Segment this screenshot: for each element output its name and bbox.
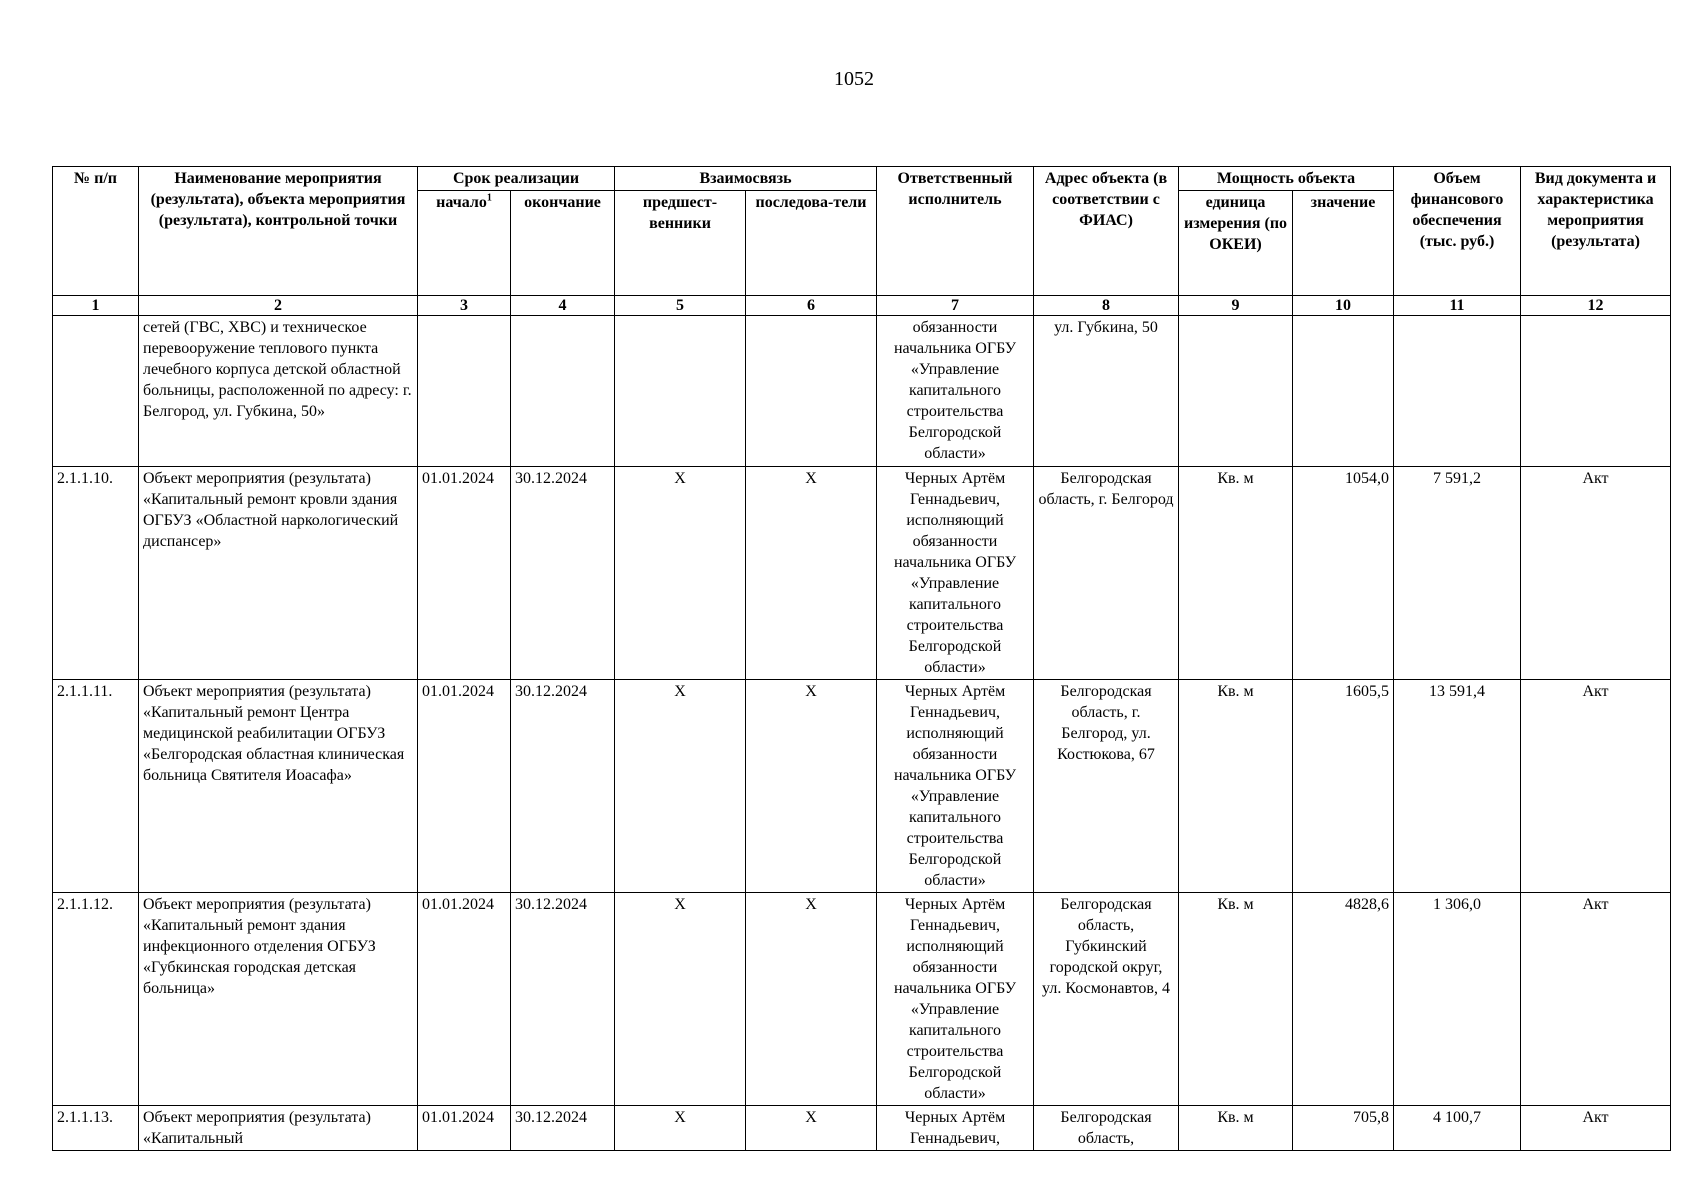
row-unit: Кв. м	[1179, 893, 1293, 1106]
footnote-marker: 1	[486, 192, 492, 204]
row-unit: Кв. м	[1179, 1106, 1293, 1151]
column-number: 6	[746, 296, 877, 316]
header-row-1	[53, 167, 1671, 191]
row-name: Объект мероприятия (результата) «Капитальный ремонт Центра медицинской реабилитации ОГБУЗ «Белгородская областная клиническая больница Святителя Иоасафа»	[139, 680, 418, 893]
row-value: 1054,0	[1293, 467, 1394, 680]
row-succ	[746, 316, 877, 467]
row-succ: Х	[746, 680, 877, 893]
header-num: № п/п	[53, 167, 139, 296]
row-value	[1293, 316, 1394, 467]
row-name: Объект мероприятия (результата) «Капитальный ремонт здания инфекционного отделения ОГБУЗ «Губкинская городская детская больница»	[139, 893, 418, 1106]
row-doc: Акт	[1521, 467, 1671, 680]
row-start: 01.01.2024	[418, 680, 511, 893]
row-num: 2.1.1.11.	[53, 680, 139, 893]
header-doc: Вид документа и характеристика мероприятия (результата)	[1521, 167, 1671, 296]
row-responsible: обязанности начальника ОГБУ «Управление капитального строительства Белгородской области»	[877, 316, 1034, 467]
row-finance: 4 100,7	[1394, 1106, 1521, 1151]
row-finance: 7 591,2	[1394, 467, 1521, 680]
column-number: 7	[877, 296, 1034, 316]
row-start: 01.01.2024	[418, 893, 511, 1106]
row-doc: Акт	[1521, 1106, 1671, 1151]
row-succ: Х	[746, 1106, 877, 1151]
row-num: 2.1.1.12.	[53, 893, 139, 1106]
row-start: 01.01.2024	[418, 467, 511, 680]
row-responsible: Черных Артём Геннадьевич, исполняющий обязанности начальника ОГБУ «Управление капитального строительства Белгородской области»	[877, 893, 1034, 1106]
row-name: Объект мероприятия (результата) «Капитальный ремонт кровли здания ОГБУЗ «Областной наркологический диспансер»	[139, 467, 418, 680]
row-pred: Х	[615, 893, 746, 1106]
header-predecessors: предшест-венники	[615, 191, 746, 296]
row-address: Белгородская область, Губкинский городской округ, ул. Космонавтов, 4	[1034, 893, 1179, 1106]
row-doc	[1521, 316, 1671, 467]
row-name: Объект мероприятия (результата) «Капитальный	[139, 1106, 418, 1151]
row-doc: Акт	[1521, 680, 1671, 893]
row-succ: Х	[746, 893, 877, 1106]
table-row	[53, 1106, 1671, 1151]
activity-plan-table	[52, 166, 1671, 1151]
row-unit: Кв. м	[1179, 467, 1293, 680]
column-number: 8	[1034, 296, 1179, 316]
row-num: 2.1.1.13.	[53, 1106, 139, 1151]
column-number: 9	[1179, 296, 1293, 316]
row-num	[53, 316, 139, 467]
page-number: 1052	[834, 68, 874, 90]
column-number: 3	[418, 296, 511, 316]
row-pred	[615, 316, 746, 467]
row-responsible: Черных Артём Геннадьевич, исполняющий обязанности начальника ОГБУ «Управление капитального строительства Белгородской области»	[877, 467, 1034, 680]
row-unit: Кв. м	[1179, 680, 1293, 893]
column-number: 5	[615, 296, 746, 316]
row-finance: 13 591,4	[1394, 680, 1521, 893]
header-successors: последова-тели	[746, 191, 877, 296]
row-value: 1605,5	[1293, 680, 1394, 893]
row-pred: Х	[615, 467, 746, 680]
row-value: 4828,6	[1293, 893, 1394, 1106]
row-end: 30.12.2024	[511, 893, 615, 1106]
header-value: значение	[1293, 191, 1394, 296]
row-responsible: Черных Артём Геннадьевич, исполняющий обязанности начальника ОГБУ «Управление капитального строительства Белгородской области»	[877, 680, 1034, 893]
header-end: окончание	[511, 191, 615, 296]
column-number: 10	[1293, 296, 1394, 316]
row-end: 30.12.2024	[511, 680, 615, 893]
table-row	[53, 467, 1671, 680]
row-start: 01.01.2024	[418, 1106, 511, 1151]
column-number: 1	[53, 296, 139, 316]
row-start	[418, 316, 511, 467]
row-unit	[1179, 316, 1293, 467]
row-finance: 1 306,0	[1394, 893, 1521, 1106]
header-finance: Объем финансового обеспечения (тыс. руб.)	[1394, 167, 1521, 296]
header-address: Адрес объекта (в соответствии с ФИАС)	[1034, 167, 1179, 296]
row-address: Белгородская область, г. Белгород	[1034, 467, 1179, 680]
row-end: 30.12.2024	[511, 467, 615, 680]
column-number: 2	[139, 296, 418, 316]
header-start-label: начало	[436, 194, 487, 211]
row-pred: Х	[615, 680, 746, 893]
row-end	[511, 316, 615, 467]
header-name: Наименование мероприятия (результата), объекта мероприятия (результата), контрольной точки	[139, 167, 418, 296]
header-link-group: Взаимосвязь	[615, 167, 877, 191]
row-doc: Акт	[1521, 893, 1671, 1106]
header-start	[418, 191, 511, 296]
row-succ: Х	[746, 467, 877, 680]
header-unit: единица измерения (по ОКЕИ)	[1179, 191, 1293, 296]
row-end: 30.12.2024	[511, 1106, 615, 1151]
row-address: Белгородская область,	[1034, 1106, 1179, 1151]
header-power-group: Мощность объекта	[1179, 167, 1394, 191]
table-row	[53, 680, 1671, 893]
table-row	[53, 316, 1671, 467]
header-period-group: Срок реализации	[418, 167, 615, 191]
column-number: 4	[511, 296, 615, 316]
row-finance	[1394, 316, 1521, 467]
table-row	[53, 893, 1671, 1106]
header-responsible: Ответственный исполнитель	[877, 167, 1034, 296]
column-number: 11	[1394, 296, 1521, 316]
row-num: 2.1.1.10.	[53, 467, 139, 680]
row-address: ул. Губкина, 50	[1034, 316, 1179, 467]
row-address: Белгородская область, г. Белгород, ул. Костюкова, 67	[1034, 680, 1179, 893]
row-responsible: Черных Артём Геннадьевич,	[877, 1106, 1034, 1151]
row-pred: Х	[615, 1106, 746, 1151]
column-number: 12	[1521, 296, 1671, 316]
row-name: сетей (ГВС, ХВС) и техническое перевооружение теплового пункта лечебного корпуса детской областной больницы, расположенной по адресу: г. Белгород, ул. Губкина, 50»	[139, 316, 418, 467]
row-value: 705,8	[1293, 1106, 1394, 1151]
column-number-row	[53, 296, 1671, 316]
